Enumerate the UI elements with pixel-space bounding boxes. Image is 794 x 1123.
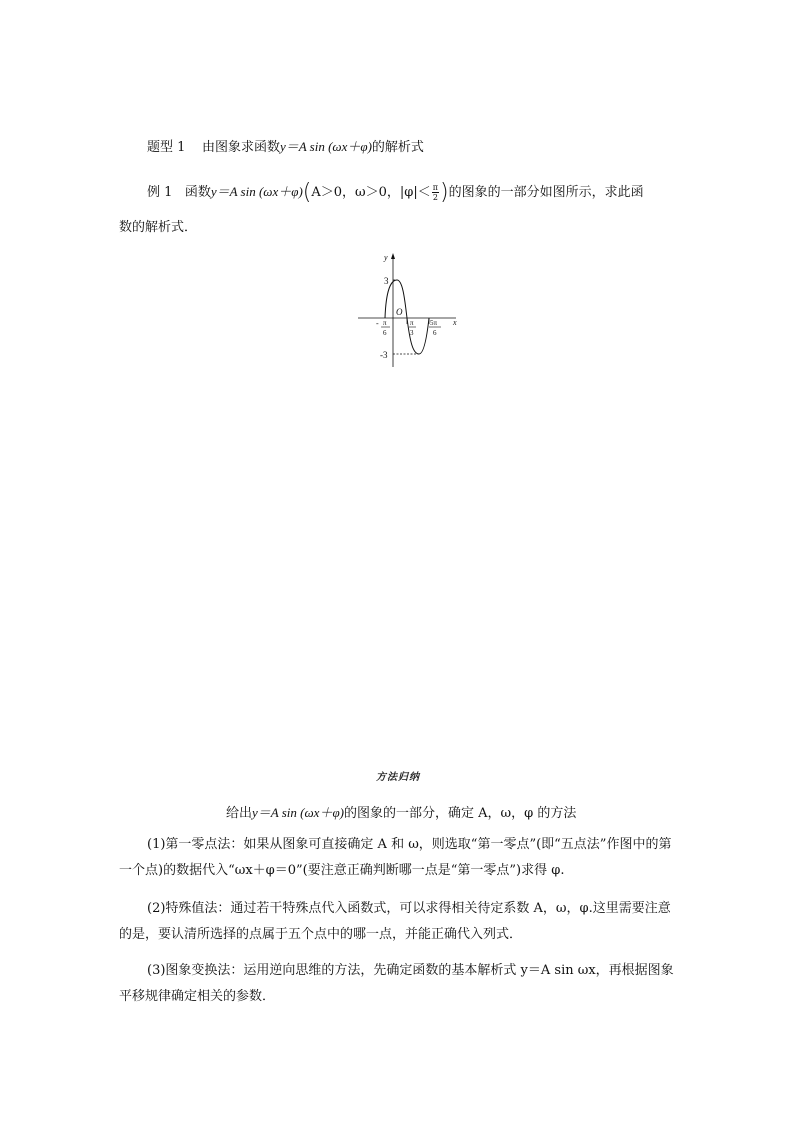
example-formula: y＝A sin (ωx＋φ) <box>210 184 303 199</box>
example-line-2: 数的解析式． <box>119 220 198 235</box>
right-paren: ) <box>440 180 449 205</box>
y-tick-neg3: -3 <box>380 350 388 360</box>
y-tick-3: 3 <box>384 276 389 286</box>
axis-label-x: x <box>453 318 457 327</box>
example-label: 例 1 <box>147 185 173 200</box>
example-line-1 <box>147 180 644 205</box>
origin-label: O <box>396 307 403 317</box>
example-condition: A＞0，ω＞0，|φ|＜ <box>311 185 431 200</box>
axis-label-y: y <box>384 253 388 262</box>
method-subtitle: 给出y＝A sin (ωx＋φ)的图象的一部分，确定 A，ω，φ 的方法 <box>226 805 577 821</box>
heading-formula: y＝A sin (ωx＋φ) <box>279 139 372 154</box>
x-tick-neg-sign: - <box>376 319 379 328</box>
x-tick-neg-num: π <box>383 319 387 327</box>
heading-text-before: 由图象求函数 <box>201 140 280 155</box>
method-paragraph-3: (3)图象变换法：运用逆向思维的方法，先确定函数的基本解析式 y＝A sin ωx，再根据图象平移规律确定相关的参数． <box>119 963 674 1004</box>
y-axis-arrow <box>391 253 395 259</box>
method-title: 方法归纳 <box>376 772 420 783</box>
method-paragraph-1: (1)第一零点法：如果从图象可直接确定 A 和 ω，则选取“第一零点”(即“五点法”作图中的第一个点)的数据代入“ωx＋φ＝0”(要注意正确判断哪一点是“第一零点”)求得 φ. <box>119 837 672 878</box>
heading-label: 题型 1 <box>147 140 186 155</box>
example-text-after: 的图象的一部分如图所示，求此函 <box>448 185 644 200</box>
heading-text-after: 的解析式 <box>371 140 424 155</box>
x-tick-1-den: 3 <box>410 329 414 337</box>
method-paragraph-2: (2)特殊值法：通过若干特殊点代入函数式，可以求得相关待定系数 A，ω，φ.这里需要注意的是，要认清所选择的点属于五个点中的哪一点，并能正确代入列式． <box>119 901 671 942</box>
x-tick-neg-den: 6 <box>383 329 387 337</box>
sine-curve <box>385 280 429 354</box>
left-paren: ( <box>302 180 312 205</box>
method-subtitle-formula: y＝A sin (ωx＋φ) <box>252 805 344 820</box>
x-tick-2-den: 6 <box>433 329 437 337</box>
section-heading <box>147 136 424 155</box>
pi-over-2-fraction: $\frac{\pi}{2}$ <box>432 183 439 202</box>
x-tick-2-num: 5π <box>430 319 438 327</box>
sine-graph <box>352 250 464 370</box>
x-tick-1-num: π <box>410 319 414 327</box>
example-text-before: 函数 <box>184 185 211 200</box>
